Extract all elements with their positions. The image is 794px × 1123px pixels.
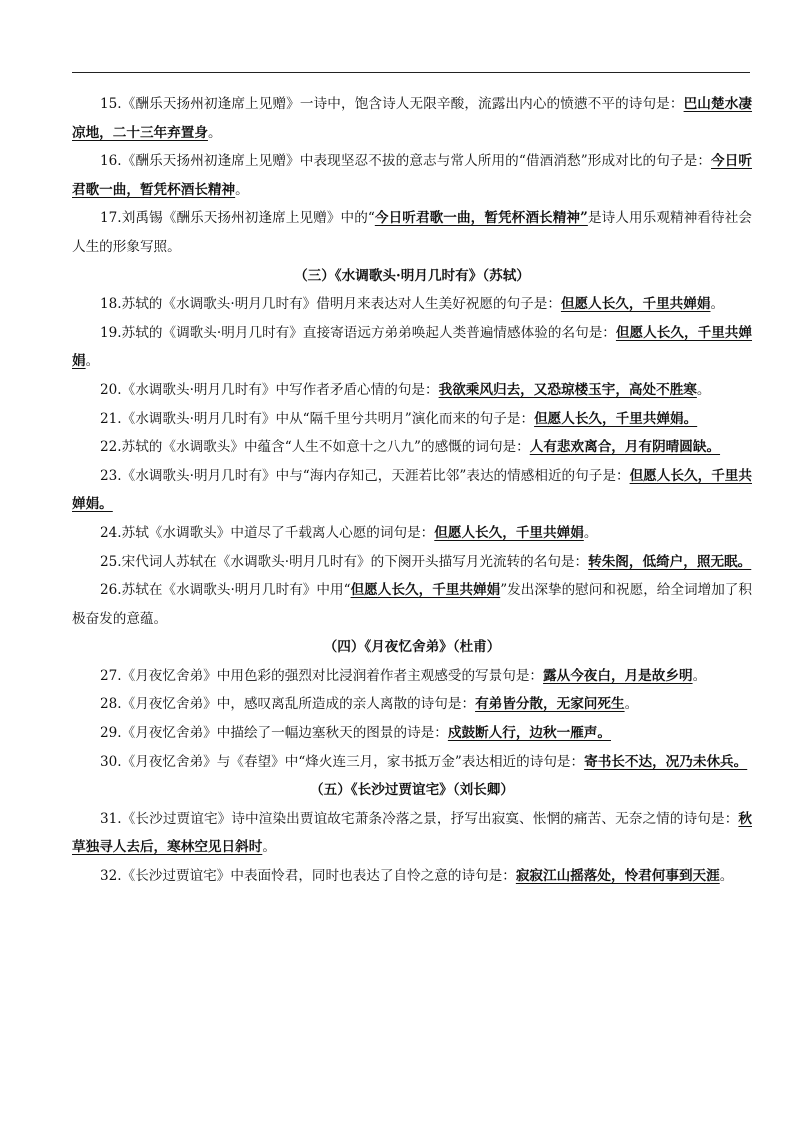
question-text: 21.《水调歌头·明月几时有》中从“隔千里兮共明月”演化而来的句子是： (100, 410, 535, 427)
answer-text: 人有悲欢离合，月有阴晴圆缺。 (529, 439, 721, 456)
question-tail: 。 (235, 181, 249, 198)
question-item (72, 433, 752, 462)
question-tail: 。 (262, 839, 276, 856)
question-item (72, 862, 752, 891)
section-heading: （三）《水调歌头·明月几时有》（苏轼） (294, 267, 530, 284)
answer-text: 但愿人长久，千里共婵娟 (72, 324, 753, 370)
question-text: 28.《月夜忆舍弟》中，感叹离乱所造成的亲人离散的诗句是： (100, 696, 476, 713)
question-tail: 。 (85, 353, 100, 370)
question-item (72, 204, 752, 261)
question-item (72, 376, 752, 405)
question-tail: 。 (719, 868, 734, 885)
question-item (72, 319, 752, 376)
question-tail: 。 (696, 381, 711, 398)
question-tail: 。 (583, 524, 598, 541)
question-text: 23.《水调歌头·明月几时有》中与“海内存知己，天涯若比邻”表达的情感相近的句子是： (100, 467, 630, 484)
question-text: 32.《长沙过贾谊宅》中表面怜君，同时也表达了自怜之意的诗句是： (100, 868, 516, 885)
answer-text: 巴山楚水凄凉地，二十三年弃置身 (72, 96, 753, 141)
question-tail: 。 (624, 696, 639, 713)
answer-text: 寂寂江山摇落处，怜君何事到天涯 (515, 868, 720, 885)
answer-text: 但愿人长久，千里共婵娟 (350, 582, 501, 599)
question-item (72, 805, 752, 862)
answer-text: 今日听君歌一曲，暂凭杯酒长精神” (374, 210, 588, 227)
question-text: 26.苏轼在《水调歌头·明月几时有》中用“ (100, 582, 351, 599)
question-tail: 是诗人用乐观精神看待社会人生的形象写照。 (72, 210, 752, 255)
question-item (72, 462, 752, 519)
question-item (72, 690, 752, 719)
answer-text: 但愿人长久，千里共婵娟 (560, 296, 711, 313)
question-item (72, 662, 752, 691)
question-tail: 。 (692, 667, 707, 684)
answer-text: 但愿人长久，千里共婵娟 (434, 524, 584, 541)
answer-text: 今日听君歌一曲，暂凭杯酒长精神 (72, 153, 752, 198)
question-text: 16.《酬乐天扬州初逢席上见赠》中表现坚忍不拔的意志与常人所用的“借酒消愁”形成对比的句子是： (100, 153, 712, 170)
question-text: 19.苏轼的《调歌头·明月几时有》直接寄语远方弟弟唤起人类普遍情感体验的名句是： (100, 324, 616, 341)
question-text: 29.《月夜忆舍弟》中描绘了一幅边塞秋天的图景的诗是： (100, 725, 448, 742)
question-text: 22.苏轼的《水调歌头》中蕴含“人生不如意十之八九”的感慨的词句是： (100, 439, 530, 456)
answer-text: 秋草独寻人去后，寒林空见日斜时 (72, 810, 752, 856)
answer-text: 戍鼓断人行，边秋一雁声。 (447, 725, 611, 742)
question-text: 18.苏轼的《水调歌头·明月几时有》借明月来表达对人生美好祝愿的句子是： (100, 296, 561, 313)
question-tail: 。 (207, 124, 222, 141)
header-rule (72, 72, 750, 73)
question-item (72, 719, 752, 748)
question-item (72, 290, 752, 319)
answer-text: 但愿人长久，千里共婵娟。 (72, 467, 752, 513)
answer-text: 我欲乘风归去，又恐琼楼玉宇，高处不胜寒 (438, 381, 697, 398)
answer-text: 转朱阁，低绮户，照无眠。 (588, 553, 752, 570)
section-heading: （四）《月夜忆舍弟》（杜甫） (323, 639, 501, 656)
question-text: 15.《酬乐天扬州初逢席上见赠》一诗中，饱含诗人无限辛酸，流露出内心的愤懑不平的诗句是： (100, 96, 684, 112)
section-heading: （五）《长沙过贾谊宅》（刘长卿） (310, 782, 514, 799)
answer-text: 露从今夜白，月是故乡明 (543, 667, 693, 684)
question-text: 31.《长沙过贾谊宅》诗中渲染出贾谊故宅萧条冷落之景，抒写出寂寞、怅惘的痛苦、无奈之情的诗句是： (100, 810, 739, 827)
question-item (72, 519, 752, 548)
document-body (72, 90, 752, 891)
question-item (72, 548, 752, 577)
question-text: 24.苏轼《水调歌头》中道尽了千载离人心愿的词句是： (100, 524, 435, 541)
question-tail: 。 (710, 296, 725, 313)
question-tail: ”发出深挚的慰问和祝愿，给全词增加了积极奋发的意蕴。 (72, 582, 753, 627)
question-text: 20.《水调歌头·明月几时有》中写作者矛盾心情的句是： (100, 381, 439, 398)
answer-text: 有弟皆分散，无家问死生 (475, 696, 625, 713)
question-item (72, 90, 752, 147)
answer-text: 寄书长不达，况乃未休兵。 (584, 753, 748, 770)
question-item (72, 405, 752, 434)
question-text: 27.《月夜忆舍弟》中用色彩的强烈对比浸润着作者主观感受的写景句是： (100, 667, 544, 684)
question-text: 17.刘禹锡《酬乐天扬州初逢席上见赠》中的“ (100, 210, 375, 227)
question-text: 25.宋代词人苏轼在《水调歌头·明月几时有》的下阕开头描写月光流转的名句是： (100, 553, 589, 570)
question-text: 30.《月夜忆舍弟》与《春望》中“烽火连三月，家书抵万金”表达相近的诗句是： (100, 753, 585, 770)
question-item (72, 748, 752, 777)
answer-text: 但愿人长久，千里共婵娟。 (534, 410, 698, 427)
question-item (72, 147, 752, 204)
question-item (72, 576, 752, 633)
